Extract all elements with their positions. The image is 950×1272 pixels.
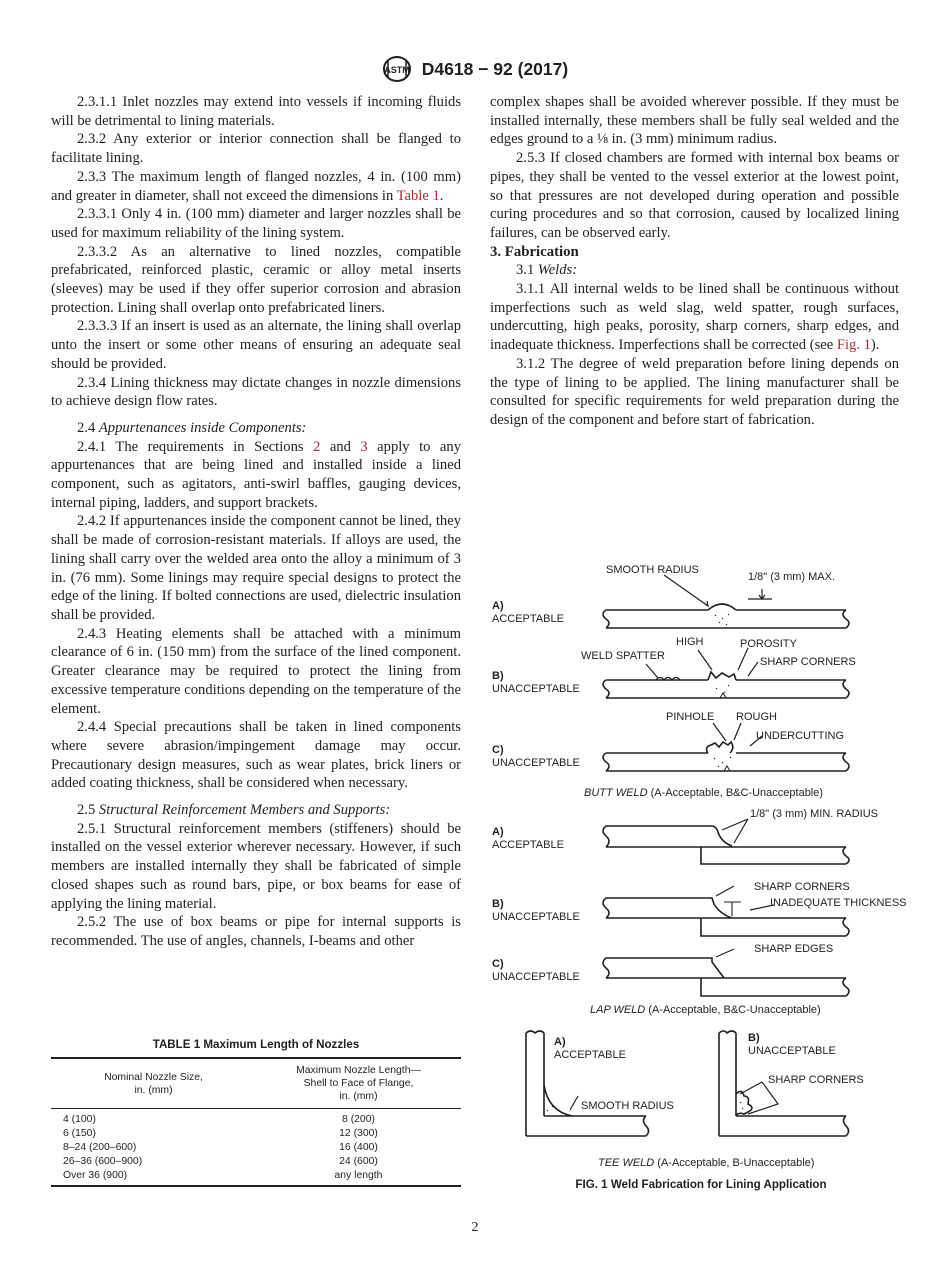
paragraph-2-4-4: 2.4.4 Special precautions shall be taken in lined components where severe abrasion/impingement damage may occur. Precautionary design measures, such as wear plates, brick liners or added coating thickness, shall be considered when necessary.	[51, 719, 461, 792]
lap-weld-acceptable-drawing	[603, 819, 849, 864]
sharp-corners-label: SHARP CORNERS	[760, 656, 856, 668]
section-3-heading: 3. Fabrication	[490, 243, 579, 260]
tee-b-label: B) UNACCEPTABLE	[748, 1032, 836, 1057]
figure-title: FIG. 1 Weld Fabrication for Lining Application	[575, 1178, 827, 1191]
paragraph-2-4-1: 2.4.1 The requirements in Sections 2 and 3 apply to any appurtenances that are being lined and installed inside a lined component, such as agitators, anti-swirl baffles, gauging devices, internal piping, ladders, and support brackets.	[51, 438, 461, 511]
table-row: 26–36 (600–900) 24 (600)	[63, 1155, 378, 1167]
min-radius-label: 1/8" (3 mm) MIN. RADIUS	[750, 808, 878, 820]
inadequate-thickness-label: INADEQUATE THICKNESS	[770, 897, 907, 909]
section-3-link[interactable]: 3	[360, 438, 368, 455]
table-1	[51, 1038, 461, 1187]
left-column	[51, 93, 461, 951]
standard-designation: D4618 − 92 (2017)	[421, 58, 569, 79]
paragraph-2-5-3: 2.5.3 If closed chambers are formed with internal box beams or pipes, they shall be vented to the vessel exterior at the lowest point, so that pressures are not developed during operation and possible curing procedures and so that corrosion, caused by localized lining failures, can be observed early.	[490, 150, 899, 241]
paragraph-2-3-3: 2.3.3 The maximum length of flanged nozzles, 4 in. (100 mm) and greater in diameter, shall not exceed the dimensions in Table 1.	[51, 168, 461, 204]
table-row: 6 (150) 12 (300)	[63, 1127, 378, 1139]
rough-label: ROUGH	[736, 711, 777, 723]
paragraph-2-3-2: 2.3.2 Any exterior or interior connection shall be flanged to facilitate lining.	[51, 131, 461, 167]
lap-weld-unacceptable-c-drawing	[603, 949, 849, 996]
paragraph-3-1-1: 3.1.1 All internal welds to be lined shall be continuous without imperfections such as weld slag, weld spatter, rough surfaces, undercutting, high peaks, porosity, sharp corners, sharp edges, and inadequate thickness. Imperfections shall be corrected (see Fig. 1).	[490, 281, 899, 354]
smooth-radius-label: SMOOTH RADIUS	[606, 564, 699, 576]
paragraph-2-5-2-continued: complex shapes shall be avoided wherever possible. If they must be installed internally, these members shall be fully seal welded and the edges ground to a ⅛ in. (3 mm) minimum radius.	[490, 94, 899, 148]
tee-smooth-radius-label: SMOOTH RADIUS	[581, 1100, 674, 1112]
undercutting-label: UNDERCUTTING	[756, 730, 844, 742]
paragraph-2-4-2: 2.4.2 If appurtenances inside the component cannot be lined, they shall be made of corrosion-resistant materials. If alloys are used, the lining shall carry over the welded area onto the alloy a minimum of 3 in. (76 mm). Some linings may require special designs to protect the edge of the lining. If bolted connections are used, dielectric insulation shall be provided.	[51, 513, 461, 623]
butt-b-label: B) UNACCEPTABLE	[492, 670, 580, 695]
page-header	[0, 56, 950, 84]
weld-diagrams-icon	[486, 558, 916, 1198]
butt-weld-caption: BUTT WELD (A-Acceptable, B&C-Unacceptable)	[584, 787, 824, 799]
paragraph-2-3-3-2: 2.3.3.2 As an alternative to lined nozzles, compatible prefabricated, reinforced plastic, ceramic or alloy metal inserts (sleeves) may be used if they offer superior corrosion and abrasion protection. Lining shall overlap onto prefabricated liners.	[51, 243, 461, 316]
table-title: TABLE 1 Maximum Length of Nozzles	[152, 1038, 360, 1051]
paragraph-2-3-3-3: 2.3.3.3 If an insert is used as an alternate, the lining shall overlap unto the insert or some other means of ensuring an adequate seal should be provided.	[51, 318, 461, 372]
tee-sharp-corners-label: SHARP CORNERS	[768, 1074, 864, 1086]
figure-1-weld-fabrication	[486, 558, 916, 1198]
table-row: 4 (100) 8 (200)	[63, 1114, 375, 1125]
paragraph-2-3-4: 2.3.4 Lining thickness may dictate changes in nozzle dimensions to achieve design flow rates.	[51, 374, 461, 410]
column-header-nominal-size: Nominal Nozzle Size, in. (mm)	[51, 1058, 256, 1109]
astm-logo-icon	[382, 56, 412, 82]
paragraph-2-4-3: 2.4.3 Heating elements shall be attached with a minimum clearance of 6 in. (150 mm) from the surface of the lined component. Greater clearance may be required to protect the lining from excessive temperature conditions depending on the temperature of the element.	[51, 625, 461, 717]
paragraph-3-1-2: 3.1.2 The degree of weld preparation before lining depends on the type of lining to be applied. The lining manufacturer shall be consulted for specific requirements for weld preparation during the design of the component and before start of fabrication.	[490, 355, 899, 428]
table-row: Over 36 (900) any length	[51, 1169, 461, 1186]
section-3-1-heading: 3.1 Welds:	[516, 262, 578, 279]
nozzle-length-table	[51, 1057, 461, 1187]
tee-weld-caption: TEE WELD (A-Acceptable, B-Unacceptable)	[598, 1157, 815, 1169]
lap-c-label: C) UNACCEPTABLE	[492, 958, 580, 983]
paragraph-2-3-1-1: 2.3.1.1 Inlet nozzles may extend into vessels if incoming fluids will be detrimental to lining materials.	[51, 94, 461, 129]
section-2-4-heading: 2.4 Appurtenances inside Components:	[77, 419, 307, 436]
tee-a-label: A) ACCEPTABLE	[554, 1036, 626, 1061]
page-number: 2	[471, 1220, 479, 1235]
lap-a-label: A) ACCEPTABLE	[492, 826, 564, 851]
paragraph-2-3-3-1: 2.3.3.1 Only 4 in. (100 mm) diameter and larger nozzles shall be used for maximum reliability of the lining system.	[51, 206, 461, 241]
lap-b-label: B) UNACCEPTABLE	[492, 898, 580, 923]
section-2-link[interactable]: 2	[313, 438, 321, 455]
svg-text:ASTM: ASTM	[384, 65, 410, 75]
high-label: HIGH	[676, 636, 704, 648]
right-column	[490, 93, 899, 430]
paragraph-2-5-2: 2.5.2 The use of box beams or pipe for internal supports is recommended. The use of angles, channels, I-beams and other	[51, 914, 461, 949]
porosity-label: POROSITY	[740, 638, 797, 650]
sharp-edges-label: SHARP EDGES	[754, 943, 834, 955]
butt-c-label: C) UNACCEPTABLE	[492, 744, 580, 769]
fig-1-link[interactable]: Fig. 1	[836, 337, 871, 354]
column-header-max-length: Maximum Nozzle Length— Shell to Face of Flange, in. (mm)	[256, 1058, 461, 1109]
table-1-link[interactable]: Table 1	[396, 187, 440, 204]
paragraph-2-5-1: 2.5.1 Structural reinforcement members (stiffeners) should be installed on the vessel exterior wherever necessary. However, if such members are installed internally they shall be fabricated of simple closed shapes such as round bars, pipe, or box beams for ease of applying the lining material.	[51, 820, 461, 912]
max-thickness-label: 1/8" (3 mm) MAX.	[748, 571, 836, 583]
weld-spatter-label: WELD SPATTER	[581, 650, 665, 662]
pinhole-label: PINHOLE	[666, 711, 715, 723]
butt-a-label: A) ACCEPTABLE	[492, 600, 564, 625]
section-2-5-heading: 2.5 Structural Reinforcement Members and Supports:	[77, 802, 391, 819]
table-row: 8–24 (200–600) 16 (400)	[63, 1141, 378, 1153]
lap-weld-caption: LAP WELD (A-Acceptable, B&C-Unacceptable)	[590, 1004, 821, 1016]
lap-sharp-corners-label: SHARP CORNERS	[754, 881, 850, 893]
